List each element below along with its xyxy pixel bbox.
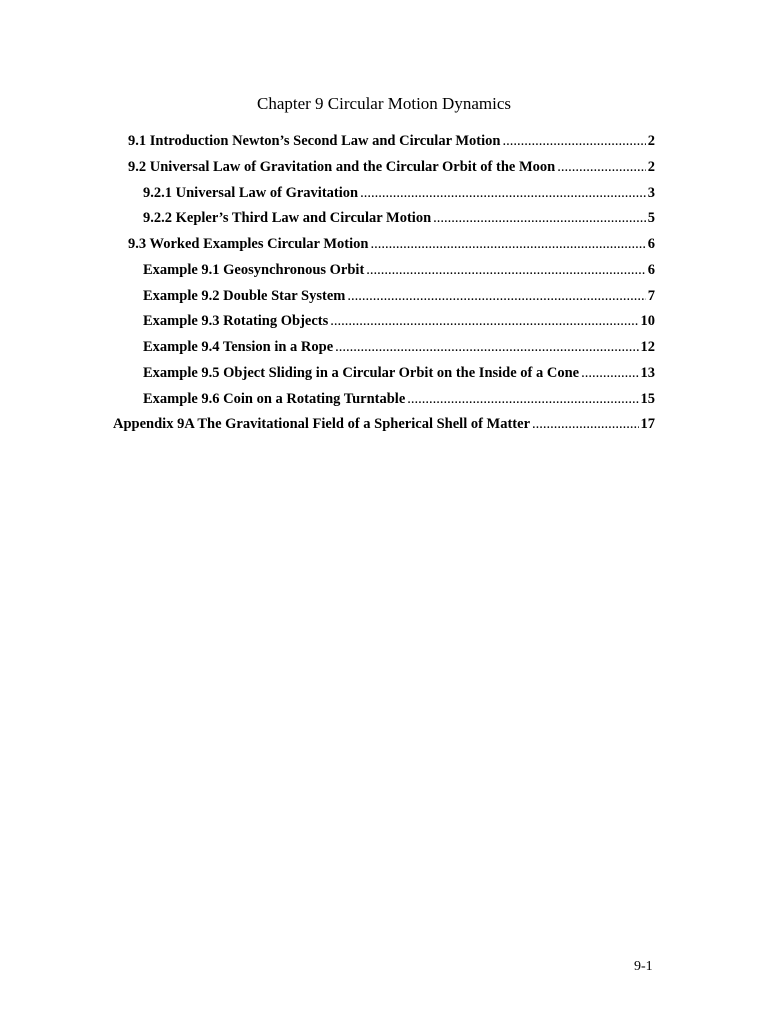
toc-entry-9-1[interactable] (128, 131, 655, 151)
toc-leader-dots (370, 234, 645, 254)
toc-leader-dots (407, 389, 638, 409)
toc-entry-label: Example 9.2 Double Star System (143, 288, 346, 304)
toc-leader-dots (581, 363, 638, 383)
toc-entry-page: 2 (647, 159, 655, 175)
toc-entry-label: Example 9.5 Object Sliding in a Circular Orbit on the Inside of a Cone (143, 365, 580, 381)
toc-entry-label: Example 9.4 Tension in a Rope (143, 339, 334, 355)
toc-entry-appendix-9a[interactable] (113, 414, 655, 434)
toc-entry-example-9-6[interactable] (143, 389, 655, 409)
page-number: 9-1 (634, 959, 653, 974)
toc-entry-label: Example 9.6 Coin on a Rotating Turntable (143, 391, 406, 407)
toc-leader-dots (347, 286, 645, 306)
toc-entry-page: 13 (640, 365, 655, 381)
toc-entry-example-9-4[interactable] (143, 337, 655, 357)
toc-entry-label: 9.2.1 Universal Law of Gravitation (143, 185, 359, 201)
toc-entry-page: 15 (640, 391, 655, 407)
toc-entry-example-9-5[interactable] (143, 363, 655, 383)
toc-entry-example-9-1[interactable] (143, 260, 655, 280)
toc-entry-page: 6 (647, 236, 655, 252)
toc-leader-dots (502, 131, 645, 151)
toc-entry-9-3[interactable] (128, 234, 655, 254)
chapter-title: Chapter 9 Circular Motion Dynamics (256, 94, 511, 113)
toc-entry-page: 7 (647, 288, 655, 304)
toc-entry-9-2-2[interactable] (143, 208, 655, 228)
toc-entry-page: 17 (640, 416, 655, 432)
toc-entry-example-9-3[interactable] (143, 311, 655, 331)
toc-entry-label: Example 9.1 Geosynchronous Orbit (143, 262, 365, 278)
toc-leader-dots (335, 337, 638, 357)
toc-leader-dots (360, 183, 646, 203)
toc-leader-dots (366, 260, 645, 280)
toc-entry-page: 2 (647, 133, 655, 149)
toc-leader-dots (433, 208, 646, 228)
toc-entry-9-2-1[interactable] (143, 183, 655, 203)
toc-entry-label: 9.2.2 Kepler’s Third Law and Circular Motion (143, 210, 432, 226)
toc-entry-label: 9.3 Worked Examples Circular Motion (128, 236, 369, 252)
toc-entry-page: 5 (647, 210, 655, 226)
toc-entry-page: 12 (640, 339, 655, 355)
toc-entry-page: 3 (647, 185, 655, 201)
toc-entry-label: 9.2 Universal Law of Gravitation and the Circular Orbit of the Moon (128, 159, 556, 175)
toc-entry-label: 9.1 Introduction Newton’s Second Law and Circular Motion (128, 133, 501, 149)
toc-entry-example-9-2[interactable] (143, 286, 655, 306)
toc-leader-dots (532, 414, 638, 434)
toc-entry-label: Appendix 9A The Gravitational Field of a Spherical Shell of Matter (113, 416, 531, 432)
toc-leader-dots (557, 157, 646, 177)
toc-entry-9-2[interactable] (128, 157, 655, 177)
toc-entry-label: Example 9.3 Rotating Objects (143, 313, 329, 329)
toc-entry-page: 10 (640, 313, 655, 329)
toc-leader-dots (330, 311, 638, 331)
toc-entry-page: 6 (647, 262, 655, 278)
